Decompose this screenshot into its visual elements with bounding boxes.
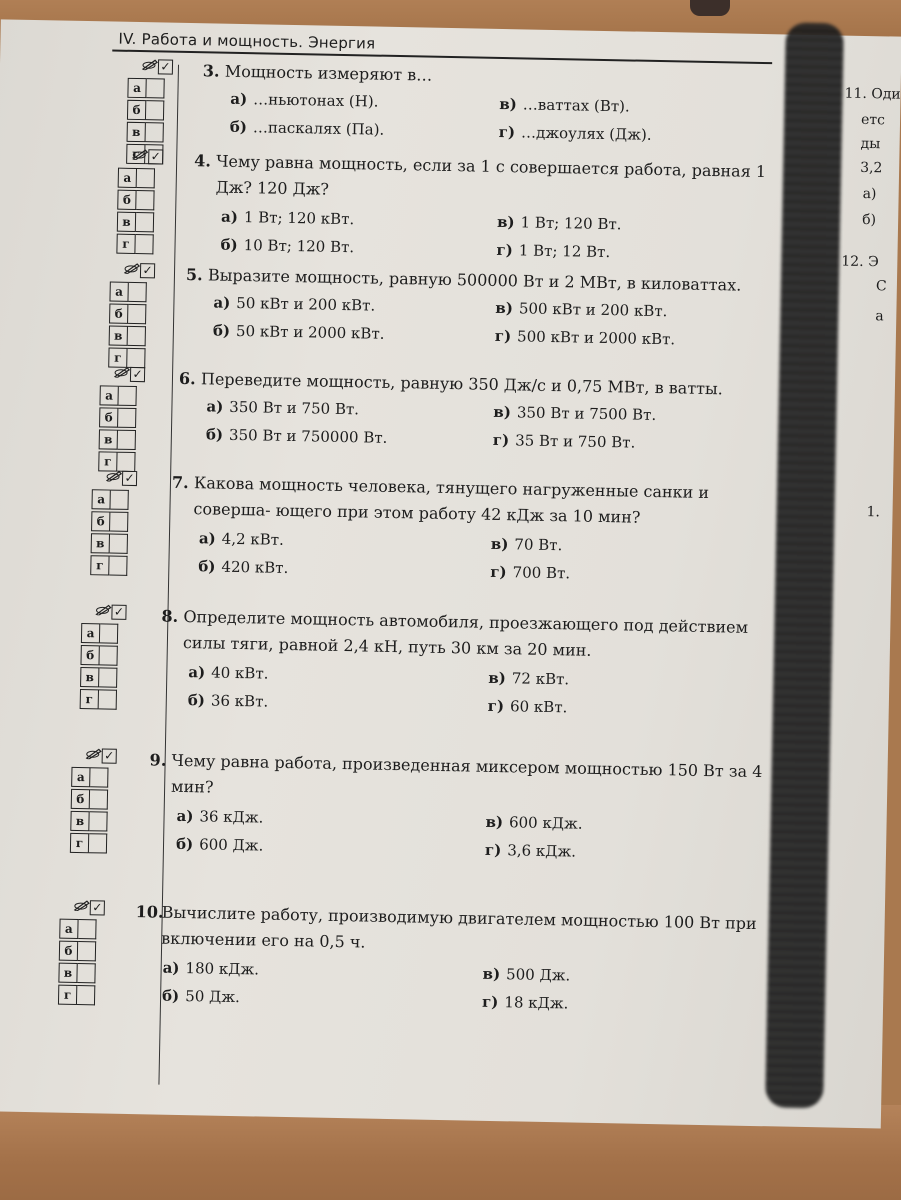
page-header: IV. Работа и мощность. Энергия [118,29,376,53]
answer-option[interactable] [490,563,570,583]
question-number: 7. [171,472,189,493]
option-letter: г) [484,840,502,860]
answer-box[interactable] [89,811,107,831]
answer-box[interactable] [99,689,117,709]
answer-box[interactable] [146,122,164,142]
pencil-icon [132,148,148,160]
answer-option[interactable] [495,299,667,320]
adjacent-page [840,56,901,1117]
answer-box[interactable] [118,430,136,450]
option-letter: а) [213,293,231,312]
answer-box[interactable] [110,534,128,554]
question-text: Чему равна мощность, если за 1 с совершается работа, равная 1 Дж? 120 Дж? [215,151,767,199]
option-text: 10 Вт; 120 Вт. [243,236,355,257]
answer-option[interactable] [188,663,268,683]
answer-option[interactable] [485,841,576,861]
answer-letter-grid [70,767,109,856]
option-text: …ньютонах (Н). [253,90,379,111]
answer-option[interactable] [493,403,656,424]
answer-letter-row [109,304,146,326]
adjacent-page-fragment: етс [860,111,886,129]
pencil-icon [114,366,130,378]
answer-letter-row [109,282,146,304]
answer-box[interactable] [118,408,136,428]
answer-letter-grid [116,168,155,257]
answer-option[interactable] [499,123,652,144]
option-text: …джоулях (Дж). [520,123,652,144]
option-letter: в) [493,402,512,422]
option-letter: а) [230,89,248,109]
answer-box[interactable] [99,667,117,687]
question-number: 3. [202,61,220,81]
question-block [0,899,764,1013]
letter-label: б [99,407,118,427]
option-text: 600 Дж. [198,835,264,855]
answer-option[interactable] [493,431,636,452]
option-letter: г) [490,562,507,582]
checkbox-icon[interactable]: ✓ [122,471,137,486]
adjacent-page-fragment: 11. Оди [844,85,901,103]
adjacent-page-fragment: С [875,278,887,295]
letter-label: в [127,122,146,142]
answer-letter-row [127,78,164,100]
answer-box[interactable] [78,941,96,961]
answer-letter-row [109,326,146,348]
option-letter: г) [496,240,513,260]
answer-option[interactable] [188,691,269,711]
answer-option[interactable] [482,993,569,1013]
answer-box[interactable] [146,100,164,120]
option-text: 70 Вт. [514,535,563,555]
answer-letter-row [91,489,128,511]
option-text: 500 Дж. [505,965,571,985]
option-text: 700 Вт. [512,563,571,583]
question-text: Выразите мощность, равную 500000 Вт и 2 МВт, в киловаттах. [207,265,742,295]
letter-label: г [98,451,117,471]
adjacent-page-fragment: 1. [866,504,881,521]
worksheet-page [0,19,901,1128]
answer-letter-row [99,385,136,407]
question-number: 8. [161,606,179,626]
checkbox-icon[interactable]: ✓ [148,149,163,164]
option-letter: в) [482,964,501,984]
letter-label: а [59,919,78,939]
answer-option[interactable] [162,987,240,1006]
option-letter: б) [229,117,248,137]
option-letter: г) [481,992,499,1012]
answer-box[interactable] [100,623,118,643]
letter-label: а [99,385,118,405]
option-text: 1 Вт; 120 Вт. [520,213,622,234]
option-text: 36 кВт. [210,691,269,711]
adjacent-page-fragment: 12. Э [841,253,879,271]
answer-box[interactable] [77,985,95,1005]
option-letter: в) [488,668,507,688]
option-letter: б) [198,557,216,576]
question-block [0,747,767,861]
adjacent-page-fragment: а [875,308,884,325]
option-letter: б) [161,986,180,1005]
answer-option[interactable] [206,397,359,418]
answer-box[interactable] [90,767,108,787]
answer-letter-row [58,985,95,1007]
option-text: 180 кДж. [185,959,260,979]
option-text: 50 Дж. [185,987,241,1007]
answer-box[interactable] [137,168,155,188]
answer-letter-row [80,645,117,667]
letter-label: в [99,429,118,449]
option-text: 72 кВт. [511,669,570,689]
option-text: 36 кДж. [199,807,264,827]
answer-letter-row [81,623,118,645]
pencil-icon [124,262,140,274]
adjacent-page-fragment: б) [862,211,877,229]
question-number: 4. [193,151,212,171]
option-letter: г) [492,430,510,450]
answer-letter-row [70,811,107,833]
answer-option[interactable] [176,807,263,827]
answer-letter-row [59,941,96,963]
option-text: …ваттах (Вт). [522,95,630,116]
adjacent-page-fragment: а) [862,185,877,203]
letter-label: г [90,555,109,575]
pencil-icon [86,747,102,759]
answer-option[interactable] [176,835,264,855]
answer-letter-row [127,122,164,144]
option-text: 4,2 кВт. [221,529,285,549]
answer-letter-row [90,555,127,577]
letter-label: а [118,168,137,188]
answer-letter-row [117,212,154,234]
option-letter: б) [175,834,194,854]
answer-letter-row [127,100,164,122]
question-block [0,147,778,262]
answer-box[interactable] [110,490,128,510]
answer-letter-row [71,767,108,789]
letter-label: б [127,100,146,120]
letter-label: а [81,623,100,643]
question-block [0,603,769,717]
answer-letter-row [91,533,128,555]
letter-label: б [71,789,90,809]
letter-label: а [91,489,110,509]
pencil-icon [142,58,158,70]
answer-check-header [74,899,105,916]
option-letter: б) [187,691,206,710]
letter-label: г [108,347,127,367]
answer-option[interactable] [206,425,388,446]
letter-label: а [127,78,146,98]
checkbox-icon[interactable]: ✓ [140,263,155,278]
pen-tip [690,0,730,16]
answer-option[interactable] [491,535,563,554]
answer-letter-grid [58,919,97,1008]
letter-label: в [70,811,89,831]
question-text: Какова мощность человека, тянущего нагруженные санки и соверша- ющего при этом работу 42 кДж за 10 мин? [193,473,710,527]
option-letter: в) [490,534,509,554]
question-block [0,365,774,469]
checkbox-icon[interactable]: ✓ [158,59,173,74]
answer-box[interactable] [128,282,146,302]
pencil-icon [95,603,111,615]
answer-option[interactable] [198,557,288,577]
option-letter: в) [495,298,514,318]
answer-box[interactable] [99,645,117,665]
option-text: 18 кДж. [504,993,569,1013]
letter-label: г [116,234,135,254]
option-letter: в) [485,812,504,832]
letter-label: г [126,144,145,164]
question-number: 10. [135,902,164,922]
answer-box[interactable] [135,234,153,254]
letter-label: г [70,833,89,853]
answer-letter-row [80,667,117,689]
option-letter: а) [176,806,194,826]
answer-letter-row [70,833,107,855]
letter-label: б [91,511,110,531]
option-letter: а) [188,663,206,682]
answer-check-header [106,469,137,486]
question-text: Чему равна работа, произведенная миксером мощностью 150 Вт за 4 мин? [170,750,763,797]
answer-box[interactable] [89,833,107,853]
answer-letter-row [116,234,153,256]
pencil-icon [106,469,122,481]
option-letter: б) [212,321,231,340]
question-text: Переведите мощность, равную 350 Дж/с и 0,75 МВт, в ватты. [200,369,724,399]
option-text: 50 кВт и 2000 кВт. [235,321,385,343]
question-text: Мощность измеряют в… [224,61,433,85]
answer-letter-row [80,689,117,711]
answer-option[interactable] [488,669,569,689]
option-letter: а) [198,529,216,548]
answer-box[interactable] [146,78,164,98]
option-text: 35 Вт и 750 Вт. [514,431,636,452]
answer-option[interactable] [499,95,630,116]
letter-label: а [71,767,90,787]
letter-label: в [80,667,99,687]
letter-label: б [117,190,136,210]
answer-option[interactable] [482,965,570,985]
question-text: Определите мощность автомобиля, проезжающего под действием силы тяги, равной 2,4 кН, путь 30 км за 20 мин. [182,606,749,660]
option-letter: б) [205,425,224,444]
answer-check-header [142,58,173,75]
option-text: 50 кВт и 200 кВт. [236,293,376,315]
answer-option[interactable] [497,213,622,233]
answer-box[interactable] [110,512,128,532]
answer-option[interactable] [230,90,378,111]
option-text: 500 кВт и 2000 кВт. [516,327,676,349]
option-text: 350 Вт и 750000 Вт. [228,425,388,447]
answer-option[interactable] [488,697,568,717]
answer-box[interactable] [128,326,146,346]
checkbox-icon[interactable]: ✓ [102,748,117,763]
option-letter: г) [487,696,505,716]
answer-letter-grid [108,282,147,371]
question-number: 9. [149,750,167,770]
answer-box[interactable] [77,963,95,983]
answer-letter-row [59,919,96,941]
answer-box[interactable] [128,304,146,324]
option-text: 500 кВт и 200 кВт. [518,299,668,321]
option-text: …паскалях (Па). [252,118,385,139]
answer-option[interactable] [213,321,385,342]
answer-option[interactable] [220,236,354,257]
answer-check-header [132,148,163,165]
answer-letter-row [99,407,136,429]
question-number: 5. [185,264,203,285]
option-letter: а) [206,397,224,416]
checkbox-icon[interactable]: ✓ [111,605,126,620]
answer-option[interactable] [163,959,260,979]
letter-label: в [117,212,136,232]
option-text: 420 кВт. [221,557,289,577]
answer-check-header [114,366,145,383]
letter-label: а [109,282,128,302]
option-letter: г) [494,326,512,346]
answer-letter-grid [90,489,129,578]
answer-option[interactable] [199,529,284,549]
checkbox-icon[interactable]: ✓ [90,900,105,915]
option-letter: в) [499,94,518,114]
answer-option[interactable] [213,294,375,315]
letter-label: г [58,985,77,1005]
answer-option[interactable] [496,241,610,261]
answer-letter-row [58,963,95,985]
answer-check-header [124,262,155,279]
answer-check-header [86,747,117,764]
letter-label: б [59,941,78,961]
option-text: 600 кДж. [508,813,583,833]
option-text: 60 кВт. [509,697,568,717]
question-block [0,261,776,365]
letter-label: б [109,304,128,324]
question-block [0,469,772,583]
option-letter: а) [220,207,239,226]
option-text: 1 Вт; 120 кВт. [243,208,355,229]
adjacent-page-fragment: ды [860,135,881,153]
adjacent-page-fragment: 3,2 [860,159,883,177]
option-letter: в) [496,212,515,232]
answer-letter-grid [80,623,119,712]
option-text: 1 Вт; 12 Вт. [518,241,611,262]
answer-box[interactable] [90,789,108,809]
answer-box[interactable] [118,386,136,406]
letter-label: в [58,963,77,983]
answer-option[interactable] [485,813,582,833]
option-letter: б) [220,235,238,254]
answer-letter-grid [98,385,137,474]
option-letter: г) [498,122,516,142]
answer-option[interactable] [221,208,354,229]
answer-letter-row [118,168,155,190]
answer-box[interactable] [136,212,154,232]
answer-letter-row [99,429,136,451]
option-text: 350 Вт и 7500 Вт. [516,403,657,425]
option-letter: а) [162,958,180,977]
option-text: 350 Вт и 750 Вт. [229,397,360,419]
answer-option[interactable] [495,327,676,348]
option-text: 3,6 кДж. [507,841,577,861]
question-text: Вычислите работу, производимую двигателем мощностью 100 Вт при включении его на 0,5 ч. [161,902,757,952]
answer-option[interactable] [230,118,385,139]
letter-label: в [91,533,110,553]
answer-letter-row [91,511,128,533]
question-number: 6. [178,368,196,389]
letter-label: б [80,645,99,665]
answer-check-header [95,603,126,620]
letter-label: г [80,689,99,709]
answer-letter-row [117,190,154,212]
letter-label: в [109,326,128,346]
answer-box[interactable] [78,919,96,939]
pencil-icon [74,899,90,911]
answer-box[interactable] [136,190,154,210]
checkbox-icon[interactable]: ✓ [130,367,145,382]
answer-box[interactable] [109,556,127,576]
option-text: 40 кВт. [211,663,269,683]
answer-letter-row [71,789,108,811]
